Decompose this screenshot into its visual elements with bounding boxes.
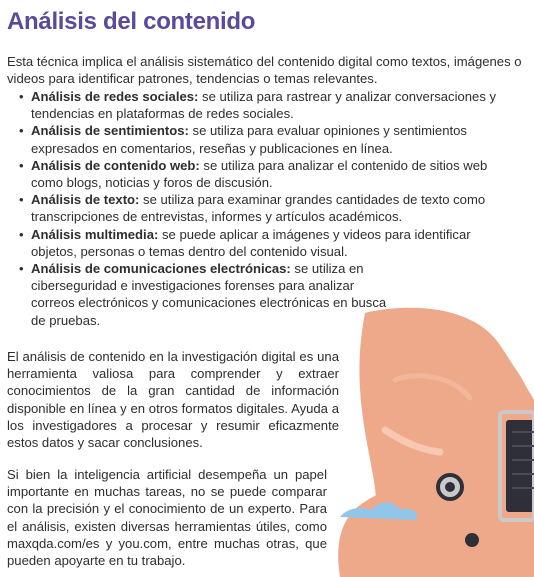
- bullet-icon: •: [19, 261, 24, 277]
- list-item-text: se utiliza en ciberseguridad e investigaciones forenses para analizar correos electrónicos y comunicaciones electrónicas en busca de pruebas.: [31, 261, 387, 328]
- list-item-label: Análisis de sentimientos:: [31, 123, 189, 139]
- list-item-text: se utiliza para analizar el contenido de sitios web como blogs, noticias y foros de discusión.: [31, 157, 488, 191]
- list-item: [7, 88, 517, 122]
- bullet-icon: •: [19, 157, 24, 173]
- list-item: [7, 122, 517, 156]
- body-paragraph: Si bien la inteligencia artificial desempeña un papel importante en muchas tareas, no se puede comparar con la precisión y el conocimiento de un experto. Para el análisis, existen diversas herramientas útiles, como maxqda.com/es y you.com, entre muchas otras, que pueden apoyarte en tu trabajo.: [7, 467, 327, 569]
- list-item: [7, 260, 401, 329]
- list-item: [7, 157, 517, 191]
- list-item: [7, 191, 517, 225]
- bullet-icon: •: [19, 89, 24, 104]
- audio-device: [506, 420, 534, 512]
- list-item-text: se utiliza para rastrear y analizar conversaciones y tendencias en plataformas de redes sociales.: [31, 89, 497, 122]
- list-item: [7, 226, 517, 260]
- list-item-text: se puede aplicar a imágenes y videos para identificar objetos, personas o temas dentro del contenido visual.: [31, 226, 471, 259]
- list-item-label: Análisis de comunicaciones electrónicas:: [31, 261, 291, 277]
- body-paragraph: El análisis de contenido en la investigación digital es una herramienta valiosa para comprender y extraer conocimientos de la gran cantidad de información disponible en línea y en otros formatos digitales. Ayuda a los investigadores a procesar y resumir eficazmente estos datos y sacar conclusiones.: [7, 349, 339, 451]
- list-item-text: se utiliza para examinar grandes cantidades de texto como transcripciones de entrevistas, informes y artículos académicos.: [31, 192, 486, 225]
- page-title: Análisis del contenido: [7, 8, 256, 35]
- list-item-label: Análisis de contenido web:: [31, 157, 200, 173]
- bullet-icon: •: [19, 226, 24, 242]
- intro-paragraph: Esta técnica implica el análisis sistemático del contenido digital como textos, imágenes o videos para identificar patrones, tendencias o temas relevantes.: [7, 54, 522, 87]
- bullet-icon: •: [19, 123, 24, 139]
- techniques-list: [7, 88, 517, 329]
- list-item-label: Análisis de redes sociales:: [31, 89, 199, 104]
- list-item-label: Análisis multimedia:: [31, 226, 159, 242]
- list-item-text: se utiliza para evaluar opiniones y sentimientos expresados en comentarios, reseñas y publicaciones en línea.: [31, 123, 467, 156]
- bullet-icon: •: [19, 192, 24, 208]
- list-item-label: Análisis de texto:: [31, 192, 140, 208]
- eye-dot: [465, 533, 479, 547]
